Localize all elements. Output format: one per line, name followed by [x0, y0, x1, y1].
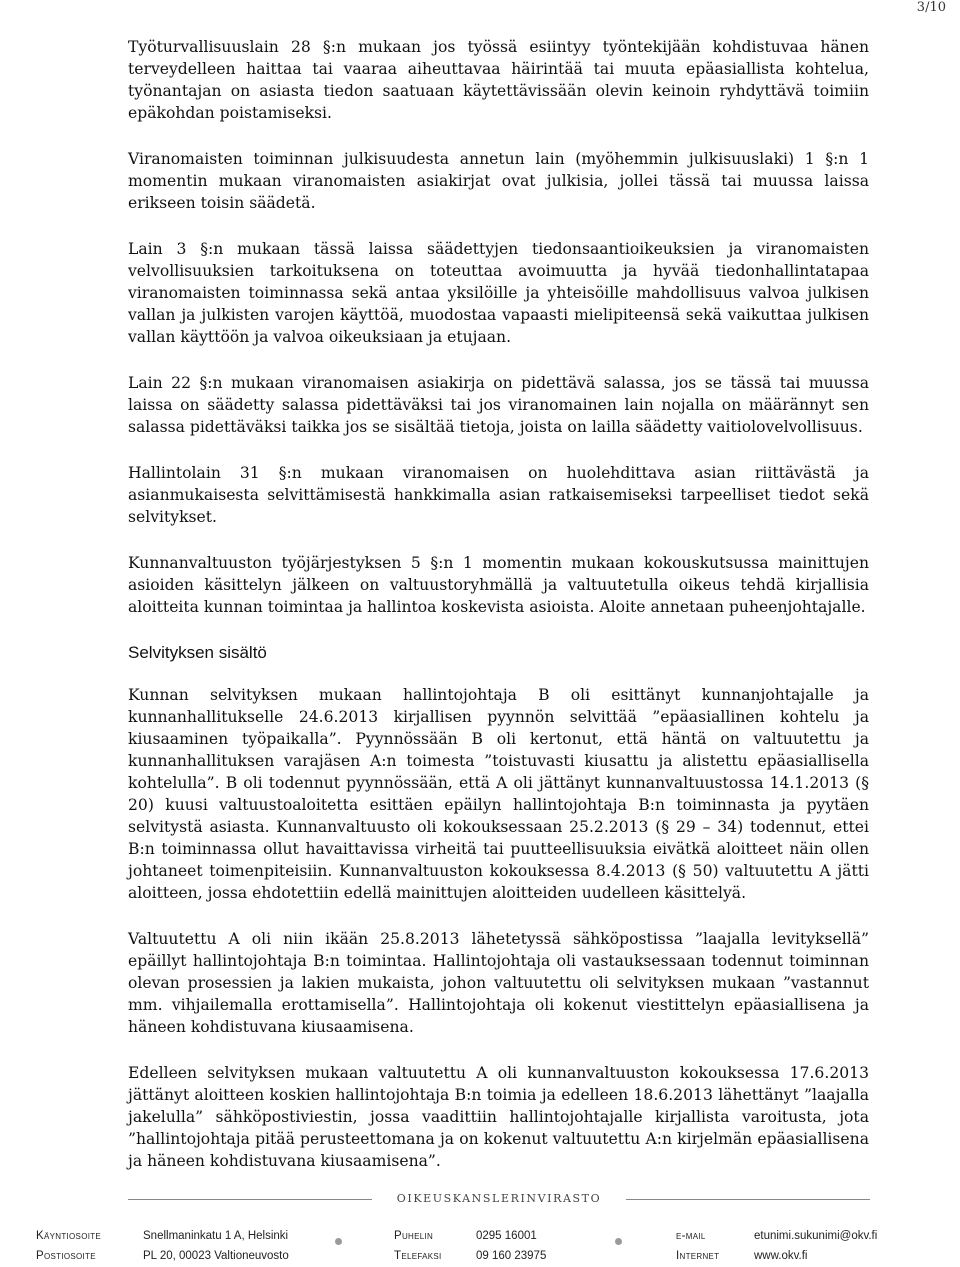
- website-link[interactable]: www.okv.fi: [754, 1250, 808, 1262]
- phone-number: 0295 16001: [476, 1230, 537, 1242]
- separator-dot-icon: [615, 1238, 622, 1245]
- email-address[interactable]: etunimi.sukunimi@okv.fi: [754, 1230, 878, 1242]
- footer-row-1: [36, 1226, 926, 1246]
- section-heading: Selvityksen sisältö: [128, 643, 267, 662]
- fax-label: Telefaksi: [394, 1250, 442, 1262]
- paragraph-publicity-act: Viranomaisten toiminnan julkisuudesta annetun lain (myöhemmin julkisuuslaki) 1 §:n 1 momentin mukaan viranomaisten asiakirjat ovat julkisia, jollei tässä tai muussa laissa erikseen toisin säädetä.: [128, 150, 869, 212]
- visit-address-label: Käyntiosoite: [36, 1230, 102, 1242]
- paragraph-report-1: Kunnan selvityksen mukaan hallintojohtaja B oli esittänyt kunnanjohtajalle ja kunnanhallitukselle 24.6.2013 kirjallisen pyynnön selvittää ”epäasiallinen kohtelu ja kiusaaminen työpaikalla”. Pyynnössään B oli kertonut, että häntä on valtuutettu ja kunnanhallituksen varajäsen A:n toimesta ”toistuvasti kiusattu ja alistettu epäasiallisella kohtelulla”. B oli todennut pyynnössään, että A oli jättänyt kunnanvaltuustossa 14.1.2013 (§ 20) kuusi valtuustoaloitetta esittäen epäilyn hallintojohtaja B:n toiminnasta ja pyytäen selvitystä asiasta. Kunnanvaltuusto oli kokouksessaan 25.2.2013 (§ 29 – 34) todennut, ettei B:n toiminnassa ollut havaittavissa virheitä tai puutteellisuuksia eivätkä aloitteet näin ollen johtaneet toimenpiteisiin. Kunnanvaltuuston kokouksessa 8.4.2013 (§ 50) valtuutettu A jätti aloitteen, jossa ehdotettiin edellä mainittujen aloitteiden uudelleen käsittelyä.: [128, 686, 869, 902]
- page-number: 3/10: [916, 0, 946, 15]
- separator-dot-icon: [335, 1238, 342, 1245]
- paragraph-report-3: Edelleen selvityksen mukaan valtuutettu A oli kunnanvaltuuston kokouksessa 17.6.2013 jättänyt aloitteen koskien hallintojohtaja B:n toimia ja edelleen 18.6.2013 lähettänyt ”laajalla jakelulla” sähköpostiviestin, jossa vaadittiin hallintojohtajalle kirjallista varoitusta, jota ”hallintojohtaja pitää perusteettomana ja on kokenut valtuutettu A:n kirjelmän epäasiallisena ja häneen kohdistuvana kiusaamisena”.: [128, 1064, 869, 1170]
- internet-label: Internet: [676, 1250, 720, 1262]
- document-body: [128, 36, 869, 1196]
- organization-name: OIKEUSKANSLERINVIRASTO: [396, 1192, 602, 1205]
- paragraph-section-3: Lain 3 §:n mukaan tässä laissa säädettyjen tiedonsaantioikeuksien ja viranomaisten velvollisuuksien tarkoituksena on toteuttaa avoimuutta ja hyvää tiedonhallintatapaa viranomaisten toiminnassa sekä antaa yksilöille ja yhteisöille mahdollisuus valvoa julkisen vallan ja julkisten varojen käyttöä, muodostaa vapaasti mielipiteensä sekä vaikuttaa julkisen vallan käyttöön ja valvoa oikeuksiaan ja etujaan.: [128, 240, 869, 346]
- footer-rule-right: [626, 1199, 870, 1200]
- footer-contact: [36, 1226, 926, 1266]
- paragraph-report-2: Valtuutettu A oli niin ikään 25.8.2013 lähetetyssä sähköpostissa ”laajalla levityksellä” epäillyt hallintojohtaja B:n toimintaa. Hallintojohtaja oli vastauksessaan todennut toiminnan olevan prosessien ja lakien mukaista, johon valtuutettu oli selvityksen mukaan ”vastannut mm. vihjailemalla erottamisella”. Hallintojohtaja oli kokenut viestittelyn epäasiallisena ja häneen kohdistuvana kiusaamisena.: [128, 930, 869, 1036]
- postal-address: PL 20, 00023 Valtioneuvosto: [143, 1250, 289, 1262]
- footer-divider: [128, 1194, 870, 1206]
- footer-rule-left: [128, 1199, 372, 1200]
- email-label: e-mail: [676, 1230, 706, 1242]
- paragraph-administrative-act: Hallintolain 31 §:n mukaan viranomaisen on huolehdittava asian riittävästä ja asianmukaisesta selvittämisestä hankkimalla asian ratkaisemiseksi tarpeelliset tiedot sekä selvitykset.: [128, 464, 869, 526]
- phone-label: Puhelin: [394, 1230, 434, 1242]
- paragraph-section-22: Lain 22 §:n mukaan viranomaisen asiakirja on pidettävä salassa, jos se tässä tai muussa laissa on säädetty salassa pidettäväksi tai jos viranomainen lain nojalla on määrännyt sen salassa pidettäväksi taikka jos se sisältää tietoja, joista on lailla säädetty vaitiolovelvollisuus.: [128, 374, 869, 436]
- footer-row-2: [36, 1246, 926, 1266]
- paragraph-occupational-safety: Työturvallisuuslain 28 §:n mukaan jos työssä esiintyy työntekijään kohdistuvaa hänen terveydelleen haittaa tai vaaraa aiheuttavaa häirintää tai muuta epäasiallista kohtelua, työnantajan on asiasta tiedon saatuaan käytettävissään olevin keinoin ryhdyttävä toimiin epäkohdan poistamiseksi.: [128, 38, 869, 122]
- paragraph-council-rules: Kunnanvaltuuston työjärjestyksen 5 §:n 1 momentin mukaan kokouskutsussa mainittujen asioiden käsittelyn jälkeen on valtuustoryhmällä ja valtuutetulla oikeus tehdä kirjallisia aloitteita kunnan toimintaa ja hallintoa koskevista asioista. Aloite annetaan puheenjohtajalle.: [128, 554, 869, 616]
- fax-number: 09 160 23975: [476, 1250, 547, 1262]
- postal-address-label: Postiosoite: [36, 1250, 96, 1262]
- visit-address: Snellmaninkatu 1 A, Helsinki: [143, 1230, 289, 1242]
